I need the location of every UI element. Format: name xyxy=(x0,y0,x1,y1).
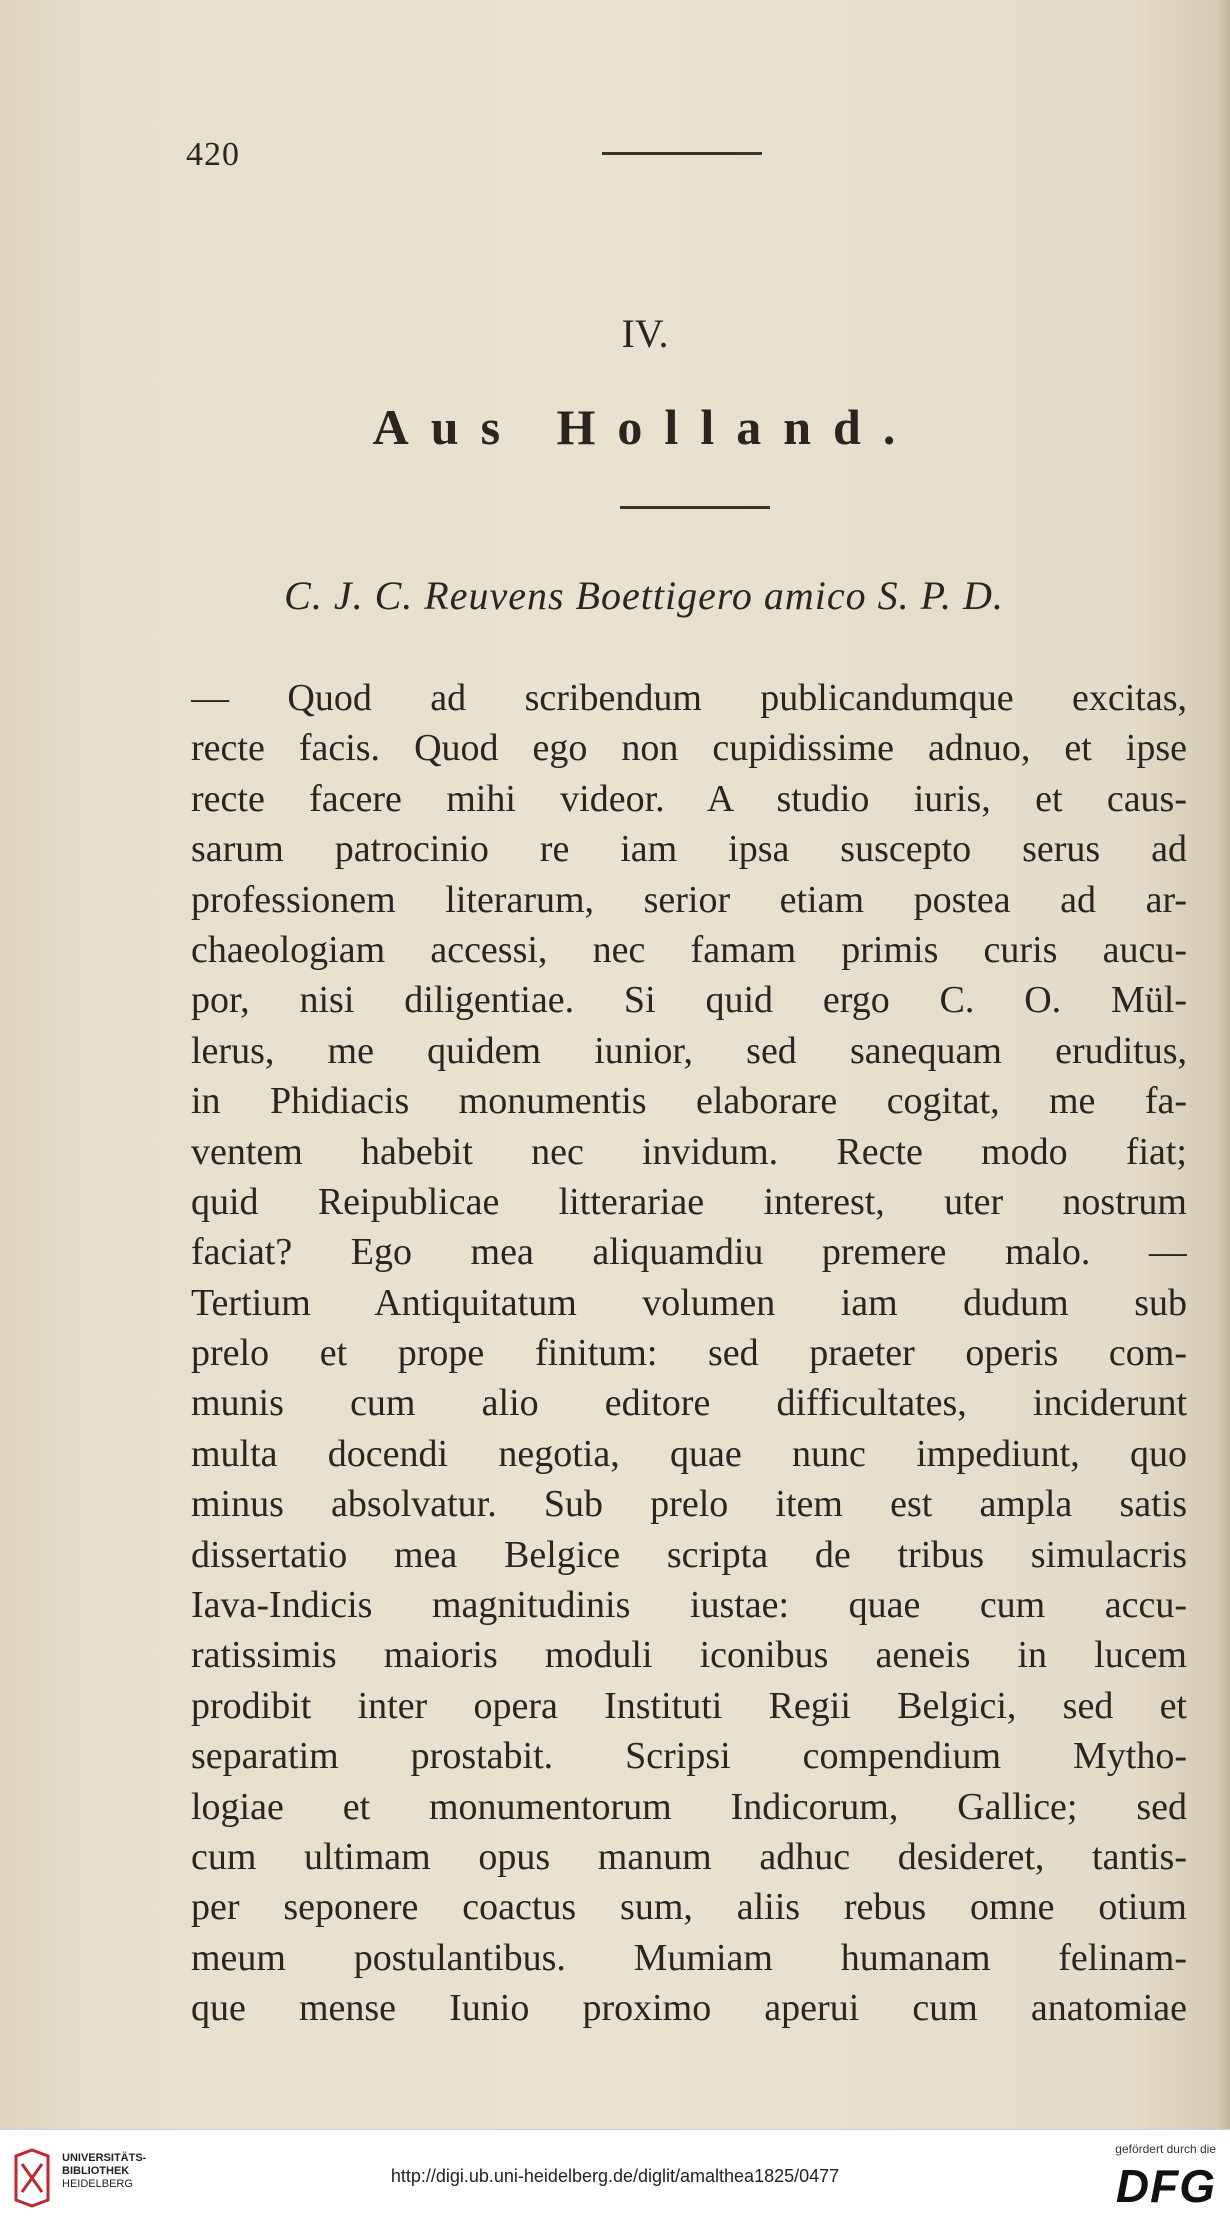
text-line: ratissimis maioris moduli iconibus aeneis in lucem xyxy=(191,1634,1187,1677)
library-name-line: UNIVERSITÄTS- xyxy=(62,2152,147,2164)
digitization-footer xyxy=(0,2129,1230,2220)
text-line: logiae et monumentorum Indicorum, Gallice; sed xyxy=(191,1785,1187,1828)
text-line: Iava-Indicis magnitudinis iustae: quae cum accu- xyxy=(191,1584,1187,1627)
text-line: lerus, me quidem iunior, sed sanequam eruditus, xyxy=(191,1029,1187,1072)
dfg-logo: DFG xyxy=(1115,2160,1216,2212)
text-line: recte facere mihi videor. A studio iuris, et caus- xyxy=(191,777,1187,820)
text-line: Tertium Antiquitatum volumen iam dudum sub xyxy=(191,1281,1187,1324)
text-line: professionem literarum, serior etiam postea ad ar- xyxy=(191,878,1187,921)
text-line: separatim prostabit. Scripsi compendium Mytho- xyxy=(191,1735,1187,1778)
text-line: chaeologiam accessi, nec famam primis curis aucu- xyxy=(191,928,1187,971)
text-line: cum ultimam opus manum adhuc desideret, tantis- xyxy=(191,1835,1187,1878)
library-name-line: BIBLIOTHEK xyxy=(62,2165,130,2177)
section-numeral: IV. xyxy=(621,311,669,356)
text-line: faciat? Ego mea aliquamdiu premere malo. — xyxy=(191,1231,1187,1274)
text-line: recte facis. Quod ego non cupidissime adnuo, et ipse xyxy=(191,727,1187,770)
text-line: prodibit inter opera Instituti Regii Belgici, sed et xyxy=(191,1684,1187,1727)
text-line: ventem habebit nec invidum. Recte modo fiat; xyxy=(191,1130,1187,1173)
text-line: meum postulantibus. Mumiam humanam felinam- xyxy=(191,1936,1187,1979)
text-line: minus absolvatur. Sub prelo item est ampla satis xyxy=(191,1483,1187,1526)
body-text xyxy=(191,673,1187,2034)
text-line: prelo et prope finitum: sed praeter operis com- xyxy=(191,1332,1187,1375)
header-rule xyxy=(602,152,762,155)
text-line: — Quod ad scribendum publicandumque excitas, xyxy=(191,677,1187,719)
text-line: in Phidiacis monumentis elaborare cogitat, me fa- xyxy=(191,1080,1187,1123)
text-line: que mense Iunio proximo aperui cum anatomiae xyxy=(191,1987,1187,2030)
text-line: munis cum alio editore difficultates, inciderunt xyxy=(191,1382,1187,1425)
title-rule xyxy=(620,506,770,509)
permalink-url[interactable]: http://digi.ub.uni-heidelberg.de/diglit/amalthea1825/0477 xyxy=(390,2166,840,2186)
text-line: sarum patrocinio re iam ipsa suscepto serus ad xyxy=(191,828,1187,871)
text-line: por, nisi diligentiae. Si quid ergo C. O. Mül- xyxy=(191,979,1187,1022)
text-line: per seponere coactus sum, aliis rebus omne otium xyxy=(191,1886,1187,1929)
funded-by-label: gefördert durch die xyxy=(1115,2142,1216,2156)
page-number: 420 xyxy=(186,136,240,173)
library-name-line: HEIDELBERG xyxy=(62,2178,133,2190)
section-title: Aus Holland. xyxy=(372,399,918,455)
text-line: dissertatio mea Belgice scripta de tribus simulacris xyxy=(191,1533,1187,1576)
text-line: multa docendi negotia, quae nunc impediunt, quo xyxy=(191,1432,1187,1475)
text-line: quid Reipublicae litterariae interest, uter nostrum xyxy=(191,1180,1187,1223)
letter-salutation: C. J. C. Reuvens Boettigero amico S. P. D. xyxy=(284,573,1004,618)
